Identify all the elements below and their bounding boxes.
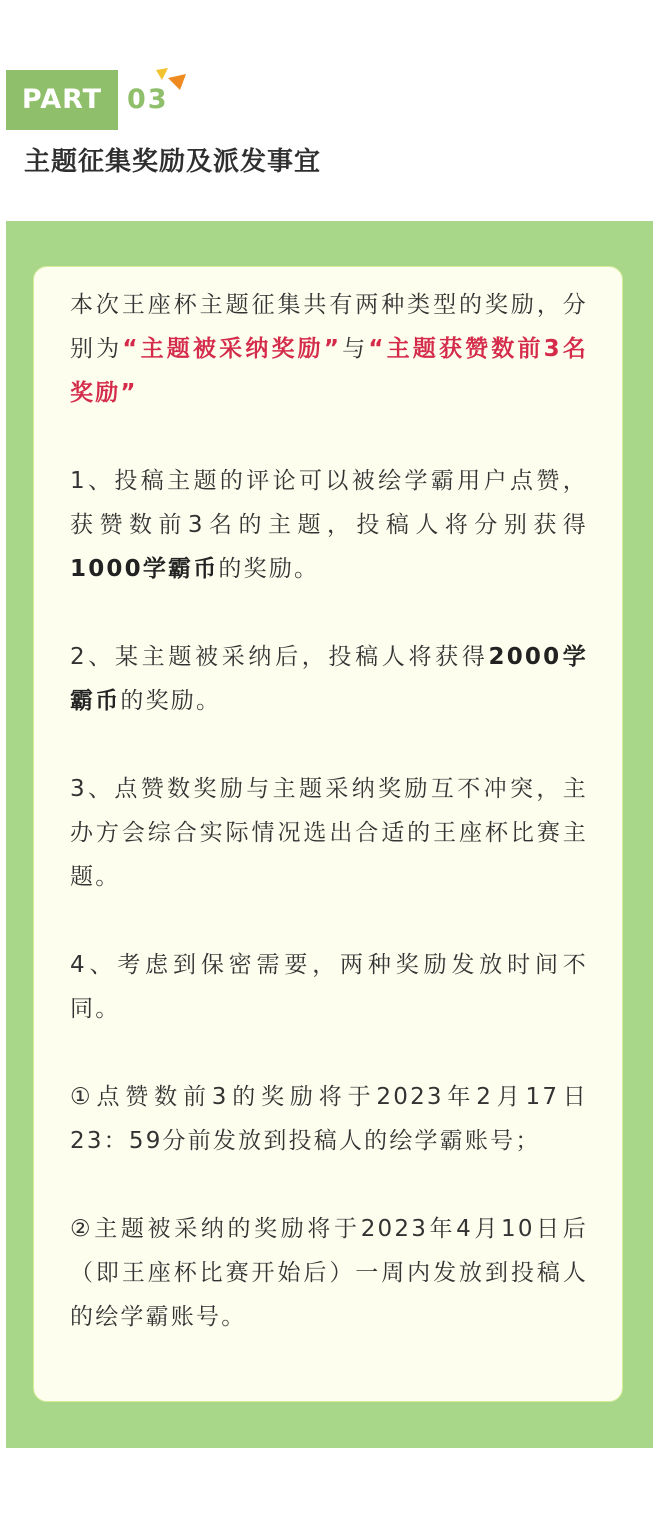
item-2-reward: 2000学霸币 <box>70 644 588 714</box>
item-1-text-before: 1、投稿主题的评论可以被绘学霸用户点赞，获赞数前3名的主题，投稿人将分别获得 <box>70 468 588 538</box>
sparkle-triangles-icon <box>154 66 190 94</box>
sub-item-1-paragraph: ①点赞数前3的奖励将于2023年2月17日23：59分前发放到投稿人的绘学霸账号； <box>70 1084 588 1154</box>
content-card <box>33 266 623 1402</box>
part-label: PART <box>21 84 103 115</box>
intro-lead: 本次王座杯主题征集共有两种类型的奖励，分别为 <box>70 292 588 362</box>
item-1-text-after: 的奖励。 <box>218 556 320 582</box>
part-number: 03 <box>127 84 169 115</box>
sub-item-2-paragraph: ②主题被采纳的奖励将于2023年4月10日后（即王座杯比赛开始后）一周内发放到投稿人的绘学霸账号。 <box>70 1216 588 1330</box>
item-1-reward: 1000学霸币 <box>70 556 219 582</box>
intro-paragraph <box>70 283 588 415</box>
item-2-text-before: 2、某主题被采纳后，投稿人将获得 <box>70 644 489 670</box>
item-2-paragraph <box>70 635 588 723</box>
highlight-adopted-award: “主题被采纳奖励” <box>122 336 342 362</box>
item-2-text-after: 的奖励。 <box>120 688 222 714</box>
item-4-paragraph: 4、考虑到保密需要，两种奖励发放时间不同。 <box>70 952 588 1022</box>
highlight-top3-award: “主题获赞数前3名奖励” <box>70 336 589 406</box>
intro-connector: 与 <box>341 336 369 362</box>
item-3-paragraph: 3、点赞数奖励与主题采纳奖励互不冲突，主办方会综合实际情况选出合适的王座杯比赛主题。 <box>70 776 588 890</box>
item-1-paragraph <box>70 459 588 591</box>
section-title: 主题征集奖励及派发事宜 <box>24 147 322 177</box>
part-badge <box>6 70 118 130</box>
card-body <box>70 283 588 1339</box>
